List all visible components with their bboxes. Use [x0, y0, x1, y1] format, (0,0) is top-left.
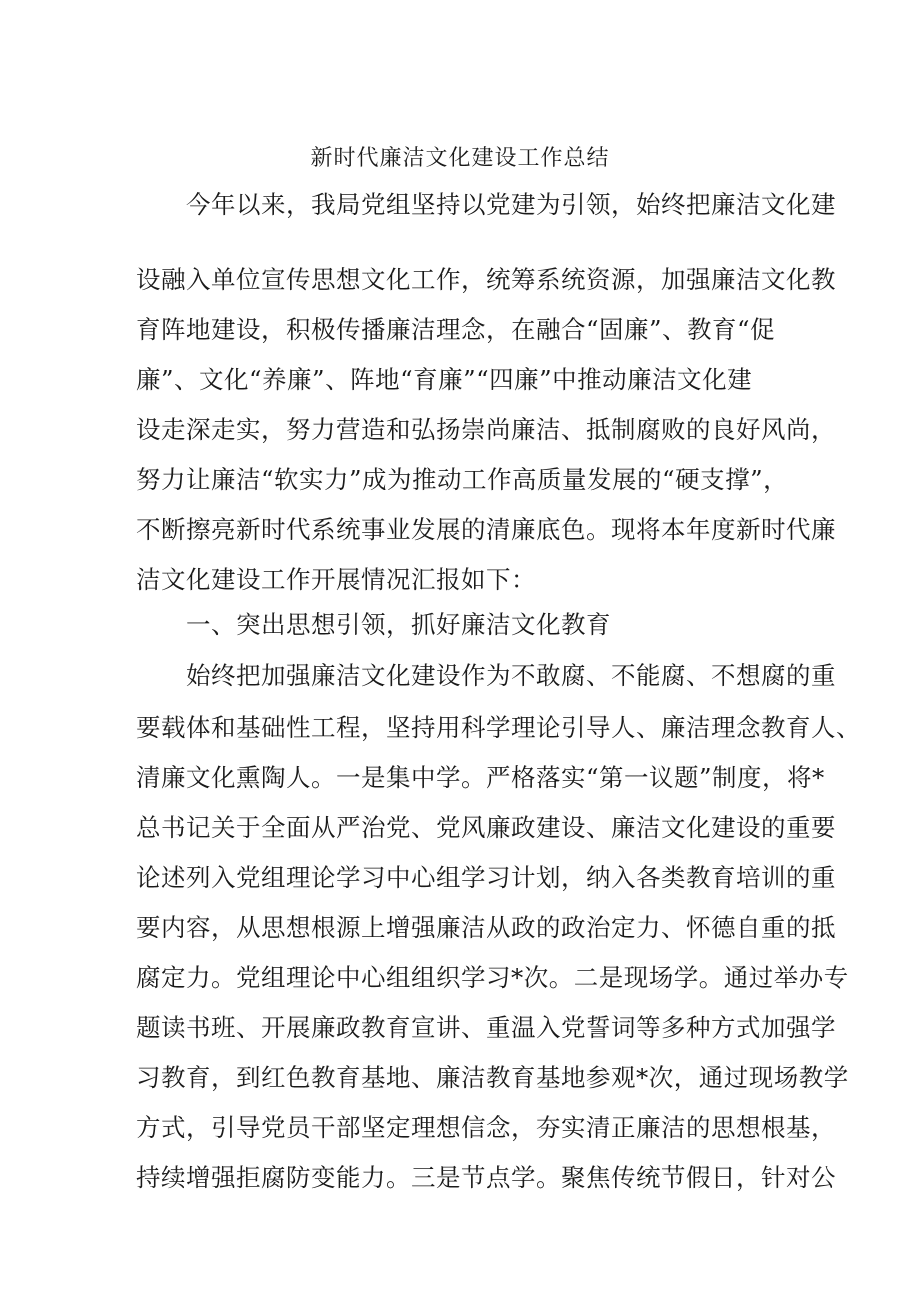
- paragraph2-line: 持续增强拒腐防变能力。三是节点学。聚焦传统节假日，针对公: [136, 1163, 836, 1192]
- paragraph2-line: 始终把加强廉洁文化建设作为不敢腐、不能腐、不想腐的重: [186, 661, 836, 690]
- paragraph1-line: 设走深走实，努力营造和弘扬崇尚廉洁、抵制腐败的良好风尚，: [136, 415, 836, 444]
- paragraph2-line: 习教育，到红色教育基地、廉洁教育基地参观*次，通过现场教学: [136, 1063, 849, 1092]
- paragraph2-line: 腐定力。党组理论中心组组织学习*次。二是现场学。通过举办专: [136, 963, 849, 992]
- paragraph2-line: 要载体和基础性工程，坚持用科学理论引导人、廉洁理念教育人、: [136, 713, 861, 742]
- paragraph1-line: 不断擦亮新时代系统事业发展的清廉底色。现将本年度新时代廉: [136, 515, 836, 544]
- paragraph1-line: 育阵地建设，积极传播廉洁理念，在融合“固廉”、教育“促: [136, 315, 776, 344]
- paragraph1-line: 洁文化建设工作开展情况汇报如下：: [136, 565, 536, 594]
- paragraph2-line: 要内容，从思想根源上增强廉洁从政的政治定力、怀德自重的抵: [136, 913, 836, 942]
- paragraph2-line: 清廉文化熏陶人。一是集中学。严格落实“第一议题”制度，将*: [136, 763, 825, 792]
- paragraph1-line: 廉”、文化“养廉”、阵地“育廉”“四廉”中推动廉洁文化建: [136, 365, 753, 394]
- paragraph2-line: 总书记关于全面从严治党、党风廉政建设、廉洁文化建设的重要: [136, 813, 836, 842]
- section-heading: 一、突出思想引领，抓好廉洁文化教育: [186, 610, 611, 639]
- paragraph1-line: 今年以来，我局党组坚持以党建为引领，始终把廉洁文化建: [186, 190, 836, 219]
- document-title: 新时代廉洁文化建设工作总结: [310, 146, 610, 171]
- paragraph2-line: 论述列入党组理论学习中心组学习计划，纳入各类教育培训的重: [136, 863, 836, 892]
- paragraph1-line: 努力让廉洁“软实力”成为推动工作高质量发展的“硬支撑”，: [136, 465, 789, 494]
- paragraph1-line: 设融入单位宣传思想文化工作，统筹系统资源，加强廉洁文化教: [136, 265, 836, 294]
- paragraph2-line: 方式，引导党员干部坚定理想信念，夯实清正廉洁的思想根基，: [136, 1113, 836, 1142]
- paragraph2-line: 题读书班、开展廉政教育宣讲、重温入党誓词等多种方式加强学: [136, 1013, 836, 1042]
